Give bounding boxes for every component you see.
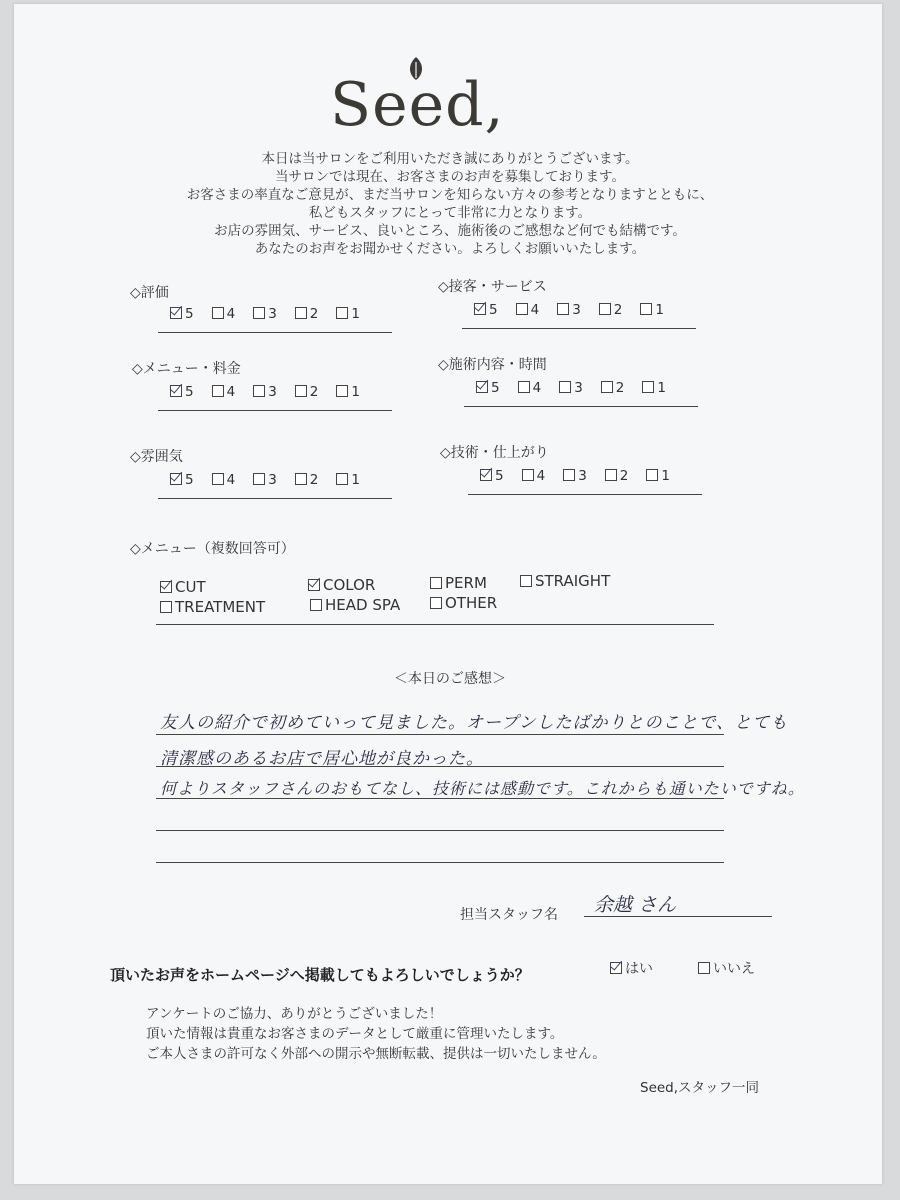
checkbox[interactable] [295, 473, 307, 485]
checkbox[interactable] [642, 381, 654, 393]
rating-option-label: 5 [489, 302, 498, 318]
intro-line: 私どもスタッフにとって非常に力となります。 [308, 205, 592, 221]
menu-option-other[interactable]: OTHER [430, 594, 497, 612]
checkbox[interactable] [522, 469, 534, 481]
checkbox[interactable] [698, 962, 710, 974]
checkbox[interactable] [212, 307, 224, 319]
rating-option-label: 2 [615, 380, 625, 396]
impression-line: 何よりスタッフさんのおもてなし、技術には感動です。これからも通いたいですね。 [160, 779, 805, 798]
rating-underline [158, 332, 392, 333]
menu-option-head-spa[interactable]: HEAD SPA [310, 596, 400, 614]
checkbox[interactable] [563, 469, 575, 481]
logo-text: Seed, [330, 70, 505, 140]
rating-option-4[interactable] [212, 472, 236, 488]
rating-option-5[interactable] [480, 468, 504, 484]
rating-row-treatment-time [476, 380, 684, 396]
rating-option-label: 3 [578, 468, 587, 484]
rating-option-label: 2 [613, 302, 623, 318]
rating-row-technique [480, 468, 688, 484]
rating-option-label: 3 [574, 380, 583, 396]
rating-option-label: 4 [226, 472, 236, 488]
impression-line: 友人の紹介で初めていって見ました。オープンしたばかりとのことで、とても [160, 713, 789, 733]
checkbox[interactable] [295, 385, 307, 397]
checkbox[interactable] [336, 307, 348, 319]
rating-option-3[interactable] [253, 384, 277, 400]
publish-no-option[interactable]: いいえ [698, 958, 755, 978]
intro-line: 当サロンでは現在、お客さまのお声を募集しております。 [275, 169, 625, 185]
staff-label: 担当スタッフ名 [460, 907, 558, 923]
rating-option-label: 3 [572, 302, 581, 318]
checkbox[interactable] [557, 303, 569, 315]
writing-line [156, 766, 724, 767]
rating-option-3[interactable] [559, 380, 583, 396]
rating-row-service [474, 302, 682, 318]
rating-option-label: 5 [495, 468, 504, 484]
checkbox[interactable] [336, 473, 348, 485]
rating-option-label: 2 [309, 472, 319, 488]
checkbox[interactable] [170, 473, 182, 485]
rating-option-label: 5 [185, 306, 194, 322]
impression-line: 清潔感のあるお店で居心地が良かった。 [160, 749, 484, 769]
rating-option-2[interactable] [599, 302, 623, 318]
rating-option-label: 1 [657, 380, 666, 396]
rating-option-label: 1 [661, 468, 670, 484]
rating-underline [158, 410, 392, 411]
rating-option-label: 4 [536, 468, 546, 484]
publish-yes-option[interactable]: はい [610, 958, 653, 978]
rating-option-label: 3 [268, 306, 277, 322]
publish-question: 頂いたお声をホームページへ掲載してもよろしいでしょうか？ [110, 966, 530, 984]
checkbox[interactable] [520, 575, 532, 587]
rating-option-1[interactable] [642, 380, 666, 396]
rating-option-label: 1 [351, 472, 360, 488]
rating-option-5[interactable] [170, 384, 194, 400]
rating-row-menu-price [170, 384, 378, 400]
checkbox[interactable] [474, 303, 486, 315]
menu-option-perm[interactable]: PERM [430, 574, 487, 592]
rating-option-label: 2 [309, 384, 319, 400]
checkbox[interactable] [610, 962, 622, 974]
rating-option-5[interactable] [170, 306, 194, 322]
checkbox[interactable] [646, 469, 658, 481]
rating-option-label: 1 [655, 302, 664, 318]
checkbox[interactable] [599, 303, 611, 315]
rating-underline [464, 406, 698, 407]
intro-line: お客さまの率直なご意見が、まだ当サロンを知らない方々の参考となりますとともに、 [186, 187, 714, 203]
rating-option-label: 5 [185, 384, 194, 400]
rating-option-5[interactable] [476, 380, 500, 396]
intro-line: あなたのお声をお聞かせください。よろしくお願いいたします。 [254, 241, 646, 257]
rating-option-4[interactable] [518, 380, 542, 396]
rating-option-label: 4 [530, 302, 540, 318]
rating-option-2[interactable] [295, 384, 319, 400]
menu-option-straight[interactable]: STRAIGHT [520, 572, 610, 590]
checkbox[interactable] [480, 469, 492, 481]
rating-option-label: 1 [351, 384, 360, 400]
rating-option-2[interactable] [295, 306, 319, 322]
checkbox[interactable] [516, 303, 528, 315]
rating-option-3[interactable] [253, 472, 277, 488]
rating-option-4[interactable] [522, 468, 546, 484]
staff-name: 余越 さん [594, 894, 677, 916]
rating-title-evaluation: ◇評価 [130, 285, 169, 301]
rating-option-1[interactable] [646, 468, 670, 484]
rating-option-2[interactable] [605, 468, 629, 484]
rating-option-label: 1 [351, 306, 360, 322]
checkbox[interactable] [430, 577, 442, 589]
checkbox[interactable] [212, 473, 224, 485]
rating-option-1[interactable] [640, 302, 664, 318]
checkbox[interactable] [160, 601, 172, 613]
rating-option-2[interactable] [295, 472, 319, 488]
rating-option-label: 5 [491, 380, 500, 396]
intro-line: お店の雰囲気、サービス、良いところ、施術後のご感想など何でも結構です。 [214, 223, 686, 239]
rating-option-4[interactable] [212, 384, 236, 400]
rating-option-1[interactable] [336, 472, 360, 488]
rating-option-1[interactable] [336, 306, 360, 322]
rating-title-menu-price: ◇メニュー・料金 [132, 361, 241, 377]
rating-option-1[interactable] [336, 384, 360, 400]
rating-option-5[interactable] [474, 302, 498, 318]
rating-option-3[interactable] [557, 302, 581, 318]
rating-option-label: 3 [268, 384, 277, 400]
thanks-text [146, 1004, 606, 1064]
checkbox[interactable] [212, 385, 224, 397]
checkbox[interactable] [601, 381, 613, 393]
checkbox[interactable] [559, 381, 571, 393]
intro-text [0, 150, 900, 258]
checkbox[interactable] [295, 307, 307, 319]
menu-option-treatment[interactable]: TREATMENT [160, 598, 265, 616]
writing-line [156, 798, 724, 799]
rating-row-atmosphere [170, 472, 378, 488]
rating-option-3[interactable] [563, 468, 587, 484]
menu-option-color[interactable]: COLOR [308, 576, 375, 594]
rating-option-label: 4 [226, 384, 236, 400]
thanks-line: 頂いた情報は貴重なお客さまのデータとして厳重に管理いたします。 [146, 1026, 564, 1042]
writing-line [156, 734, 724, 735]
rating-title-treatment-time: ◇施術内容・時間 [438, 357, 547, 373]
rating-option-label: 3 [268, 472, 277, 488]
rating-title-technique: ◇技術・仕上がり [440, 445, 549, 461]
menu-option-cut[interactable]: CUT [160, 578, 206, 596]
rating-option-label: 4 [226, 306, 236, 322]
checkbox[interactable] [310, 599, 322, 611]
rating-option-5[interactable] [170, 472, 194, 488]
checkbox[interactable] [170, 307, 182, 319]
checkbox[interactable] [253, 307, 265, 319]
rating-underline [468, 494, 702, 495]
checkbox[interactable] [430, 597, 442, 609]
rating-title-service: ◇接客・サービス [438, 279, 547, 295]
rating-title-atmosphere: ◇雰囲気 [130, 449, 183, 465]
checkbox[interactable] [518, 381, 530, 393]
menu-underline [156, 624, 714, 625]
checkbox[interactable] [336, 385, 348, 397]
checkbox[interactable] [170, 385, 182, 397]
checkbox[interactable] [605, 469, 617, 481]
rating-option-2[interactable] [601, 380, 625, 396]
rating-option-label: 2 [309, 306, 319, 322]
rating-option-label: 4 [532, 380, 542, 396]
intro-line: 本日は当サロンをご利用いただき誠にありがとうございます。 [261, 151, 639, 167]
rating-option-label: 2 [619, 468, 629, 484]
rating-underline [462, 328, 696, 329]
rating-option-4[interactable] [516, 302, 540, 318]
menu-title: ◇メニュー（複数回答可） [130, 541, 295, 557]
seed-logo [330, 62, 520, 142]
writing-line [156, 862, 724, 863]
signature: Seed,スタッフ一同 [640, 1080, 760, 1096]
rating-row-evaluation [170, 306, 378, 322]
checkbox[interactable] [160, 581, 172, 593]
checkbox[interactable] [308, 579, 320, 591]
checkbox[interactable] [476, 381, 488, 393]
checkbox[interactable] [253, 385, 265, 397]
impressions-title: ＜本日のご感想＞ [394, 671, 506, 687]
thanks-line: アンケートのご協力、ありがとうございました！ [146, 1006, 443, 1022]
checkbox[interactable] [253, 473, 265, 485]
rating-underline [158, 498, 392, 499]
checkbox[interactable] [640, 303, 652, 315]
staff-underline [584, 916, 772, 917]
rating-option-label: 5 [185, 472, 194, 488]
writing-line [156, 830, 724, 831]
thanks-line: ご本人さまの許可なく外部への開示や無断転載、提供は一切いたしません。 [146, 1046, 606, 1062]
rating-option-3[interactable] [253, 306, 277, 322]
rating-option-4[interactable] [212, 306, 236, 322]
